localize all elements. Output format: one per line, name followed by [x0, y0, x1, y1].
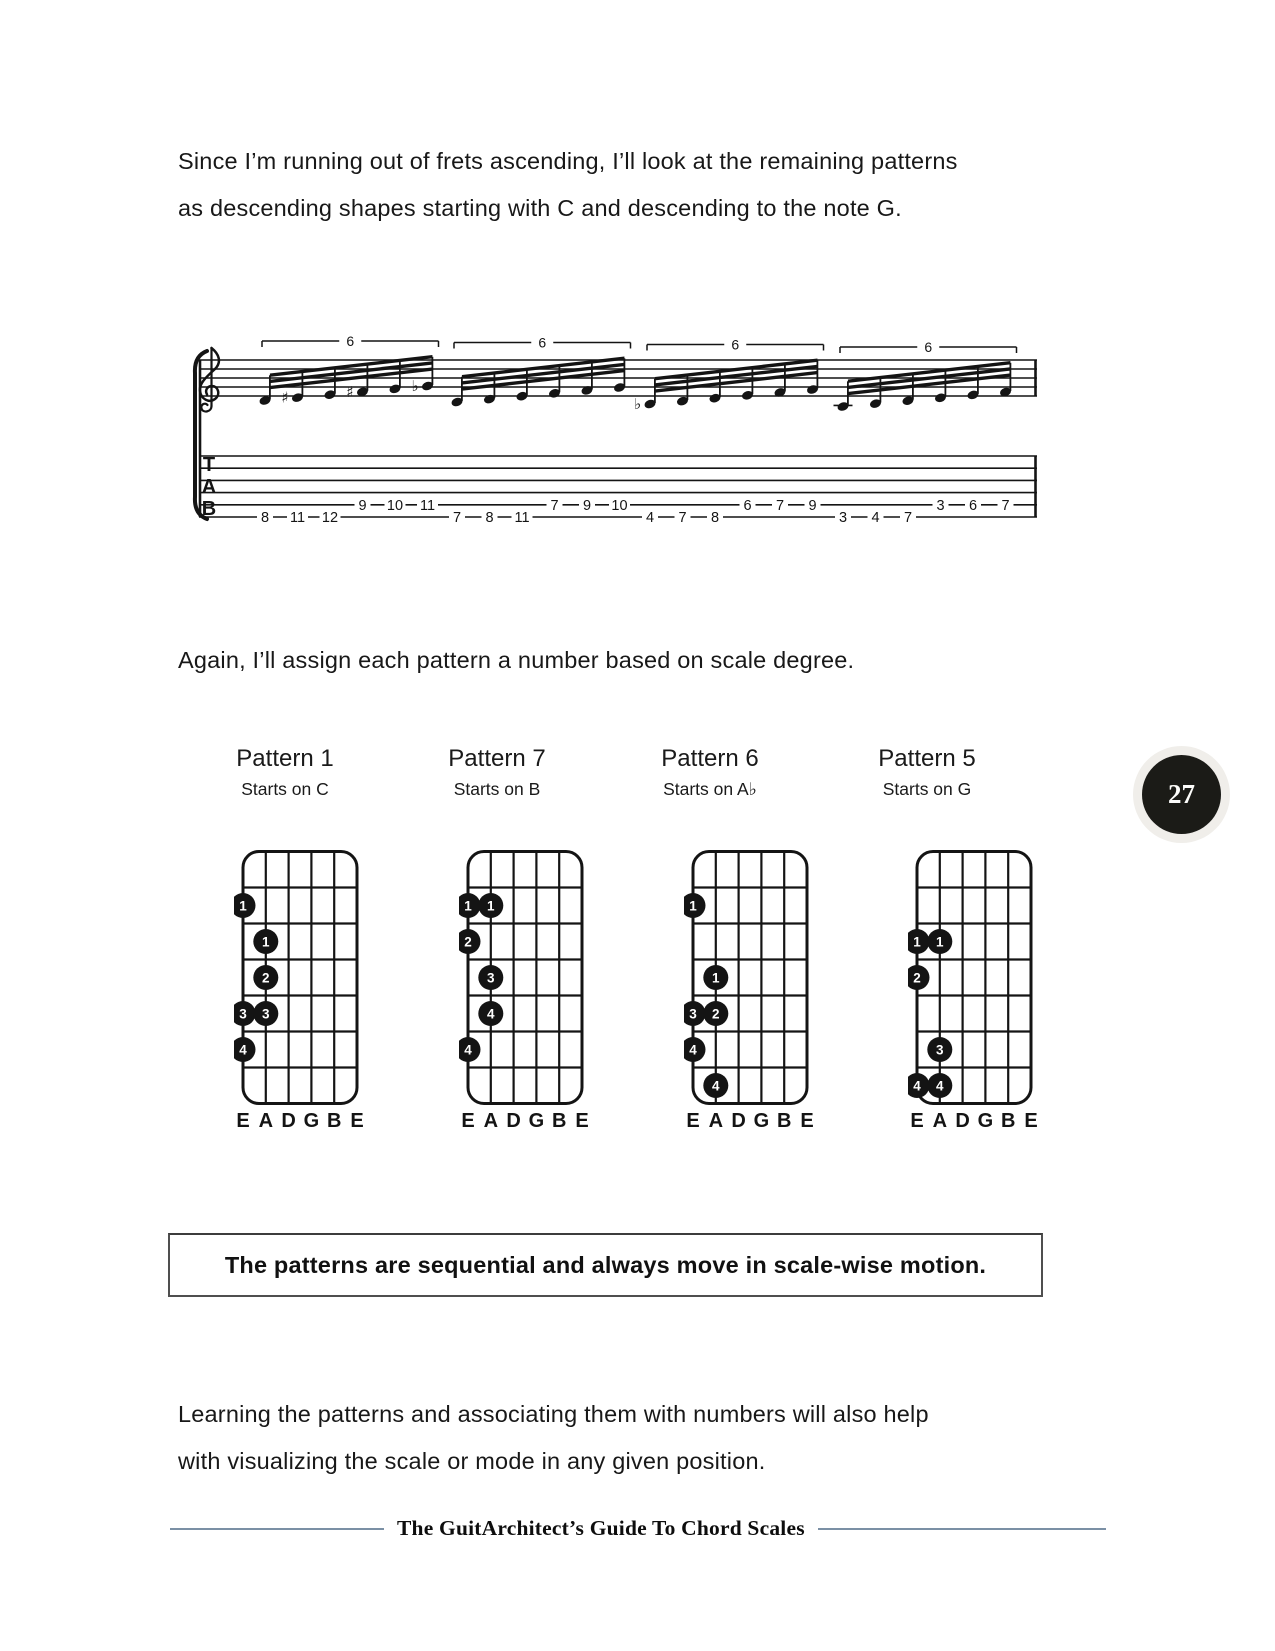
tab-fret-number: 9 [808, 497, 817, 514]
svg-text:2: 2 [913, 970, 921, 986]
page-number: 27 [1168, 779, 1195, 809]
treble-clef-icon [200, 348, 219, 412]
finger-dot [253, 965, 278, 990]
tab-fret-number: 7 [1001, 497, 1010, 514]
finger-dot [684, 893, 706, 918]
tab-fret-number: 7 [903, 510, 913, 526]
tab-fret-number: 6 [743, 497, 752, 514]
svg-text:1: 1 [262, 934, 270, 950]
intro-paragraph [178, 138, 958, 232]
sextuplet-group [449, 336, 631, 526]
fretboard-diagram [908, 843, 1042, 1137]
finger-dot [927, 929, 952, 954]
finger-dot [684, 1001, 706, 1026]
tab-letter: A [201, 476, 217, 498]
pattern-subtitle: Starts on B [453, 779, 541, 799]
finger-dot [253, 1001, 278, 1026]
tab-fret-number: 8 [710, 510, 720, 526]
tab-fret-number: 10 [611, 497, 628, 514]
tuplet-number: 6 [731, 336, 740, 353]
svg-text:4: 4 [464, 1042, 472, 1058]
assign-paragraph: Again, I’ll assign each pattern a number based on scale degree. [178, 647, 855, 673]
sextuplet-group [634, 337, 824, 527]
tab-fret-number: 6 [968, 497, 978, 514]
string-label: G [303, 1110, 320, 1132]
pattern-title: Pattern 5 [878, 745, 976, 772]
string-label: A [483, 1110, 499, 1132]
tab-fret-number: 7 [550, 497, 559, 514]
svg-text:2: 2 [262, 970, 270, 986]
finger-dot [908, 929, 930, 954]
sextuplet-group [834, 339, 1017, 526]
footer-rule-left [170, 1528, 384, 1530]
page-number-badge [1142, 755, 1221, 834]
string-label: E [1024, 1110, 1038, 1132]
string-label: G [528, 1110, 545, 1132]
finger-dot [234, 1001, 256, 1026]
string-label: B [551, 1110, 567, 1132]
svg-text:3: 3 [487, 970, 495, 986]
finger-dot [234, 893, 256, 918]
tab-fret-number: 3 [838, 510, 848, 526]
svg-text:1: 1 [464, 898, 472, 914]
tab-fret-number: 3 [936, 497, 945, 514]
tab-fret-number: 7 [452, 510, 462, 526]
finger-dot [927, 1073, 952, 1098]
svg-text:2: 2 [464, 934, 472, 950]
fretboard-diagram [684, 843, 818, 1137]
string-label: E [910, 1110, 924, 1132]
finger-dot [478, 965, 503, 990]
pattern-title: Pattern 7 [448, 745, 546, 772]
finger-dot [908, 965, 930, 990]
tab-fret-number: 11 [289, 510, 306, 526]
pattern-title: Pattern 1 [236, 745, 334, 772]
accidental: ♯ [281, 388, 289, 407]
string-label: G [977, 1110, 994, 1132]
tab-letter: T [202, 454, 216, 476]
finger-dot [684, 1037, 706, 1062]
string-label: B [1000, 1110, 1016, 1132]
string-label: A [708, 1110, 724, 1132]
sextuplet-group [257, 336, 439, 526]
string-label: E [686, 1110, 700, 1132]
string-label: B [326, 1110, 342, 1132]
finger-dot [253, 929, 278, 954]
svg-text:1: 1 [913, 934, 921, 950]
string-label: G [753, 1110, 770, 1132]
tab-fret-number: 4 [645, 510, 655, 526]
footer-rule-right [818, 1528, 1106, 1530]
svg-text:1: 1 [487, 898, 495, 914]
intro-line-1: Since I’m running out of frets ascending, I’ll look at the remaining patterns [178, 148, 958, 174]
tab-fret-number: 4 [871, 510, 880, 526]
finger-dot [478, 893, 503, 918]
tab-fret-number: 11 [514, 510, 530, 526]
svg-text:3: 3 [689, 1006, 697, 1022]
finger-dot [234, 1037, 256, 1062]
footer-title: The GuitArchitect’s Guide To Chord Scales [397, 1516, 805, 1540]
tab-fret-number: 7 [678, 510, 687, 526]
string-label: B [776, 1110, 792, 1132]
callout-text: The patterns are sequential and always move in scale-wise motion. [224, 1251, 987, 1278]
finger-dot [459, 1037, 481, 1062]
pattern-title: Pattern 6 [661, 745, 759, 772]
svg-text:3: 3 [239, 1006, 247, 1022]
svg-text:4: 4 [913, 1078, 921, 1094]
accidental: ♭ [411, 377, 419, 395]
notation-svg [183, 336, 1055, 532]
pattern-subtitle: Starts on C [241, 779, 329, 799]
callout-box [168, 1233, 1043, 1297]
tab-fret-number: 12 [321, 510, 339, 526]
fretboard-diagram [459, 843, 593, 1137]
fretboard-diagram [234, 843, 368, 1137]
svg-text:1: 1 [239, 898, 247, 914]
tab-fret-number: 8 [260, 510, 270, 526]
finger-dot [703, 965, 728, 990]
svg-text:1: 1 [689, 898, 697, 914]
svg-text:4: 4 [239, 1042, 247, 1058]
finger-dot [459, 893, 481, 918]
string-label: A [932, 1110, 948, 1132]
accidental: ♯ [346, 382, 354, 401]
svg-text:4: 4 [936, 1078, 944, 1094]
finger-dot [478, 1001, 503, 1026]
tuplet-number: 6 [538, 336, 547, 351]
string-label: E [800, 1110, 814, 1132]
string-label: E [350, 1110, 364, 1132]
finger-dot [703, 1001, 728, 1026]
footer [170, 1516, 1106, 1541]
string-label: D [281, 1110, 296, 1132]
tab-fret-number: 9 [358, 497, 367, 514]
string-label: D [506, 1110, 521, 1132]
tuplet-number: 6 [924, 339, 933, 355]
learning-line-2: with visualizing the scale or mode in any given position. [178, 1448, 766, 1474]
tab-fret-number: 8 [485, 510, 494, 526]
svg-text:3: 3 [936, 1042, 944, 1058]
string-label: A [258, 1110, 274, 1132]
tab-letter: B [201, 498, 217, 520]
string-label: D [955, 1110, 970, 1132]
tab-fret-number: 10 [386, 497, 404, 514]
finger-dot [703, 1073, 728, 1098]
tab-fret-number: 7 [775, 497, 785, 514]
tab-fret-number: 11 [419, 497, 436, 514]
finger-dot [927, 1037, 952, 1062]
intro-line-2: as descending shapes starting with C and descending to the note G. [178, 195, 902, 221]
finger-dot [459, 929, 481, 954]
svg-text:1: 1 [712, 970, 720, 986]
tuplet-number: 6 [346, 336, 355, 349]
string-label: D [731, 1110, 746, 1132]
learning-paragraph [178, 1391, 929, 1485]
pattern-subtitle: Starts on A♭ [663, 779, 757, 799]
string-label: E [575, 1110, 589, 1132]
accidental: ♭ [633, 395, 642, 413]
svg-text:3: 3 [262, 1006, 270, 1022]
string-label: E [461, 1110, 475, 1132]
svg-text:4: 4 [487, 1006, 495, 1022]
svg-text:4: 4 [689, 1042, 697, 1058]
svg-text:4: 4 [712, 1078, 720, 1094]
svg-text:2: 2 [712, 1006, 720, 1022]
finger-dot [908, 1073, 930, 1098]
learning-line-1: Learning the patterns and associating them with numbers will also help [178, 1401, 929, 1427]
tab-fret-number: 9 [582, 497, 592, 514]
svg-text:1: 1 [936, 934, 944, 950]
string-label: E [236, 1110, 250, 1132]
pattern-subtitle: Starts on G [882, 779, 972, 799]
